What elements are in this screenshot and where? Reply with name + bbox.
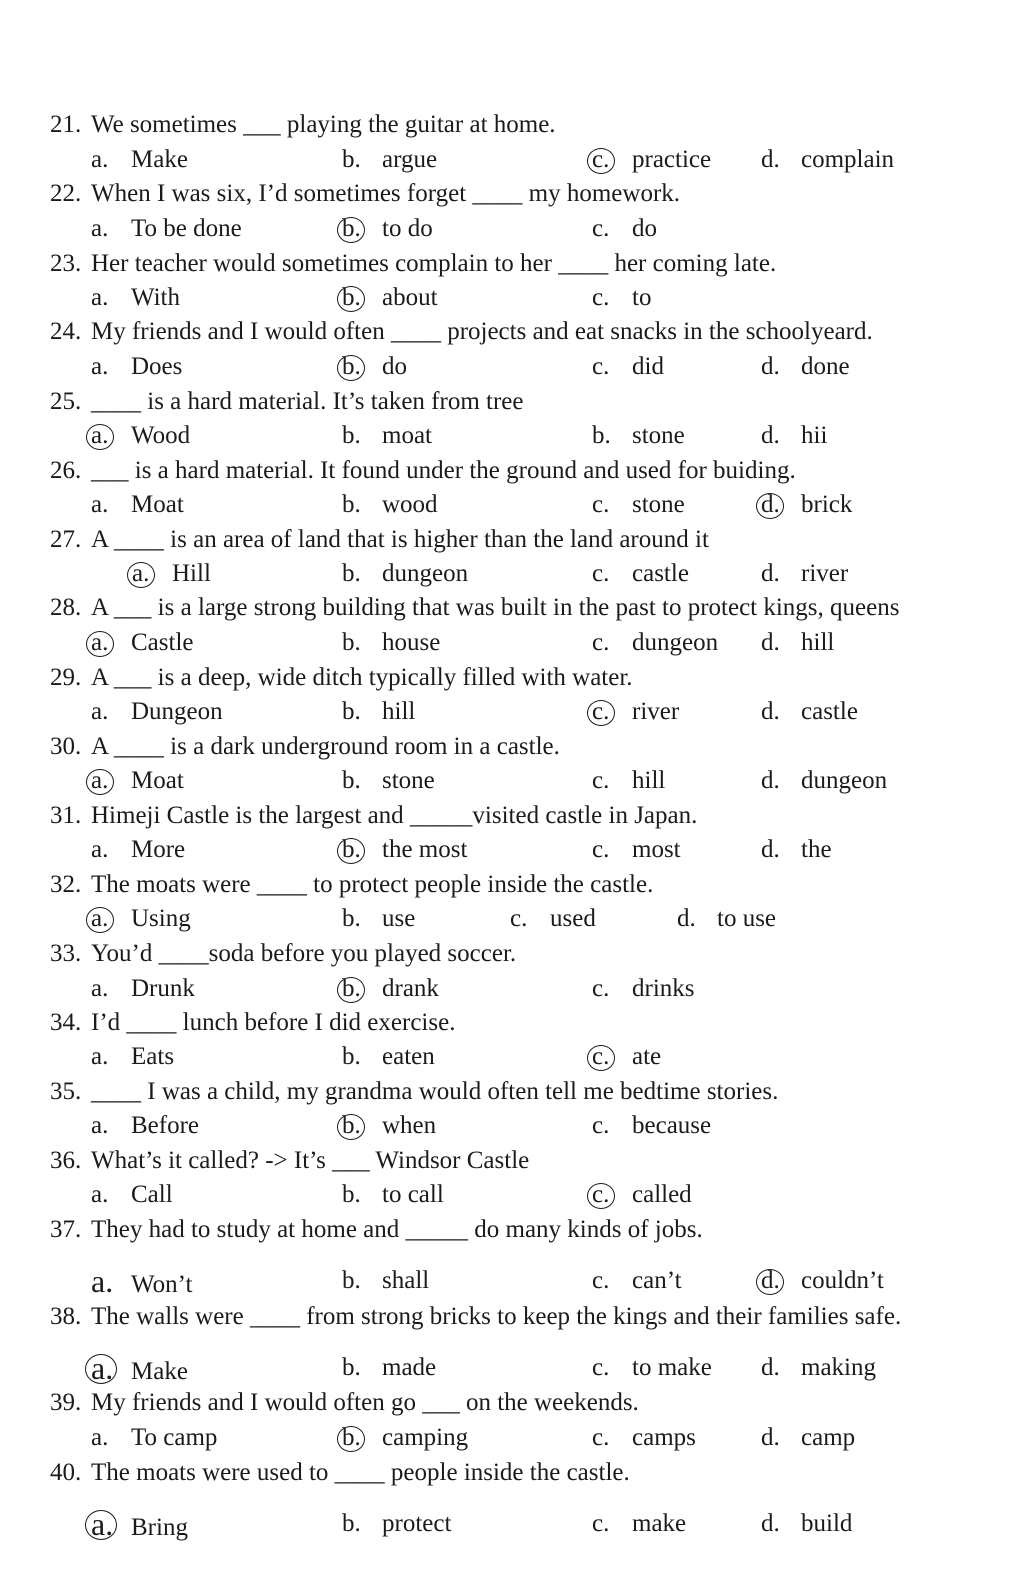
option-c[interactable]: c. can’t [592, 1267, 682, 1294]
option-c[interactable]: c. used [510, 905, 596, 932]
question-text: They had to study at home and _____ do many kinds of jobs. [91, 1216, 703, 1243]
question-number: 21. [50, 111, 82, 138]
option-b[interactable]: b. dungeon [342, 560, 469, 587]
question-25 [0, 385, 1024, 419]
question-number: 26. [50, 457, 82, 484]
question-text: A ___ is a large strong building that was built in the past to protect kings, queens [91, 594, 900, 621]
option-a[interactable]: a. Dungeon [91, 698, 223, 725]
question-number: 35. [50, 1078, 82, 1105]
option-b-circled[interactable]: b. camping [342, 1421, 468, 1455]
circled-answer-mark: b. [342, 833, 382, 867]
circled-answer-mark: c. [592, 695, 632, 729]
option-a-circled[interactable]: a. Castle [91, 626, 194, 660]
question-number: 37. [50, 1216, 82, 1243]
option-b[interactable]: b. house [342, 629, 441, 656]
question-38 [0, 1300, 1024, 1334]
option-c[interactable]: c. stone [592, 491, 685, 518]
options-39 [0, 1421, 1024, 1455]
circled-answer-mark: a. [91, 1507, 131, 1541]
option-b-circled[interactable]: b. the most [342, 833, 467, 867]
question-text: The moats were ____ to protect people inside the castle. [91, 871, 654, 898]
option-a[interactable]: a. Before [91, 1112, 200, 1139]
question-40 [0, 1456, 1024, 1490]
question-text: Himeji Castle is the largest and _____visited castle in Japan. [91, 802, 698, 829]
option-b[interactable]: b. to call [342, 1181, 444, 1208]
question-34 [0, 1006, 1024, 1040]
question-31 [0, 799, 1024, 833]
options-36 [0, 1178, 1024, 1212]
option-d[interactable]: d. the [761, 836, 832, 863]
question-text: When I was six, I’d sometimes forget ____ my homework. [91, 180, 681, 207]
question-28 [0, 591, 1024, 625]
circled-answer-mark: a. [91, 419, 131, 453]
option-a[interactable]: a. Does [91, 353, 183, 380]
option-d[interactable]: d. castle [761, 698, 858, 725]
option-d[interactable]: d. river [761, 560, 849, 587]
question-text: I’d ____ lunch before I did exercise. [91, 1009, 456, 1036]
option-d[interactable]: d. hii [761, 422, 828, 449]
question-27 [0, 523, 1024, 557]
options-22 [0, 212, 1024, 246]
option-a-circled[interactable]: a. Make [91, 1350, 188, 1386]
option-c[interactable]: c. hill [592, 767, 666, 794]
circled-answer-mark: a. [91, 1351, 131, 1385]
option-c-circled[interactable]: c. called [592, 1178, 692, 1212]
question-text: We sometimes ___ playing the guitar at home. [91, 111, 556, 138]
question-text: What’s it called? -> It’s ___ Windsor Castle [91, 1147, 530, 1174]
options-32 [0, 902, 1024, 936]
options-31 [0, 833, 1024, 867]
option-c[interactable]: c. dungeon [592, 629, 719, 656]
option-c[interactable]: c. to [592, 284, 652, 311]
option-a[interactable]: a. To camp [91, 1424, 218, 1451]
option-c[interactable]: c. do [592, 215, 657, 242]
option-a[interactable]: a. With [91, 284, 180, 311]
options-28 [0, 626, 1024, 660]
circled-answer-mark: c. [592, 1178, 632, 1212]
option-b[interactable]: b. hill [342, 698, 416, 725]
question-number: 29. [50, 664, 82, 691]
question-number: 32. [50, 871, 82, 898]
option-c[interactable]: c. because [592, 1112, 712, 1139]
option-d[interactable]: d. to use [677, 905, 777, 932]
option-d[interactable]: d. build [761, 1510, 853, 1537]
circled-answer-mark: b. [342, 350, 382, 384]
question-text: ____ I was a child, my grandma would often tell me bedtime stories. [91, 1078, 779, 1105]
option-c-circled[interactable]: c. river [592, 695, 679, 729]
question-text: You’d ____soda before you played soccer. [91, 940, 517, 967]
question-text: A ___ is a deep, wide ditch typically filled with water. [91, 664, 633, 691]
circled-answer-mark: d. [761, 1264, 801, 1298]
question-35 [0, 1075, 1024, 1109]
question-number: 34. [50, 1009, 82, 1036]
option-b-circled[interactable]: b. to do [342, 212, 433, 246]
question-number: 28. [50, 594, 82, 621]
option-b[interactable]: b. stone [342, 767, 435, 794]
question-30 [0, 730, 1024, 764]
question-36 [0, 1144, 1024, 1178]
option-a[interactable]: a. Moat [91, 491, 184, 518]
question-number: 40. [50, 1459, 82, 1486]
question-21 [0, 108, 1024, 142]
question-number: 30. [50, 733, 82, 760]
option-d[interactable]: d. camp [761, 1424, 856, 1451]
circled-answer-mark: a. [91, 626, 131, 660]
option-c[interactable]: c. camps [592, 1424, 696, 1451]
question-text: My friends and I would often go ___ on the weekends. [91, 1389, 639, 1416]
question-33 [0, 937, 1024, 971]
question-number: 33. [50, 940, 82, 967]
question-number: 27. [50, 526, 82, 553]
option-a[interactable]: a. Call [91, 1181, 173, 1208]
options-37 [0, 1264, 1024, 1298]
options-21 [0, 143, 1024, 177]
options-35 [0, 1109, 1024, 1143]
question-26 [0, 454, 1024, 488]
option-b[interactable]: b. protect [342, 1510, 452, 1537]
options-24 [0, 350, 1024, 384]
circled-answer-mark: b. [342, 212, 382, 246]
option-d-circled[interactable]: d. brick [761, 488, 852, 522]
option-c[interactable]: c. make [592, 1510, 687, 1537]
circled-answer-mark: c. [592, 143, 632, 177]
circled-answer-mark: b. [342, 1109, 382, 1143]
option-b[interactable]: b. shall [342, 1267, 430, 1294]
question-number: 24. [50, 318, 82, 345]
question-32 [0, 868, 1024, 902]
question-39 [0, 1386, 1024, 1420]
question-text: ____ is a hard material. It’s taken from tree [91, 388, 524, 415]
option-c[interactable]: b. stone [592, 422, 685, 449]
option-b[interactable]: b. use [342, 905, 416, 932]
circled-answer-mark: a. [132, 557, 172, 591]
option-c[interactable]: c. did [592, 353, 664, 380]
option-a-circled[interactable]: a. Hill [132, 557, 211, 591]
options-23 [0, 281, 1024, 315]
option-c[interactable]: c. most [592, 836, 681, 863]
option-c-circled[interactable]: c. ate [592, 1040, 661, 1074]
question-text: Her teacher would sometimes complain to her ____ her coming late. [91, 250, 777, 277]
option-a-circled[interactable]: a. Moat [91, 764, 184, 798]
options-34 [0, 1040, 1024, 1074]
option-c[interactable]: c. castle [592, 560, 689, 587]
options-30 [0, 764, 1024, 798]
option-a[interactable]: a. To be done [91, 215, 242, 242]
option-d[interactable]: d. hill [761, 629, 835, 656]
options-40 [0, 1507, 1024, 1541]
circled-answer-mark: b. [342, 1421, 382, 1455]
question-number: 23. [50, 250, 82, 277]
option-b-circled[interactable]: b. when [342, 1109, 436, 1143]
option-a-circled[interactable]: a. Bring [91, 1506, 188, 1542]
question-number: 31. [50, 802, 82, 829]
question-23 [0, 247, 1024, 281]
option-d[interactable]: d. complain [761, 146, 895, 173]
circled-answer-mark: b. [342, 281, 382, 315]
options-29 [0, 695, 1024, 729]
option-a[interactable]: a. Eats [91, 1043, 175, 1070]
question-text: The moats were used to ____ people inside the castle. [91, 1459, 630, 1486]
options-33 [0, 972, 1024, 1006]
question-text: My friends and I would often ____ projects and eat snacks in the schoolyeard. [91, 318, 873, 345]
options-26 [0, 488, 1024, 522]
question-text: The walls were ____ from strong bricks to keep the kings and their families safe. [91, 1303, 902, 1330]
option-a-circled[interactable]: a. Using [91, 902, 191, 936]
option-a[interactable]: a. More [91, 836, 186, 863]
options-27 [0, 557, 1024, 591]
option-c[interactable]: c. drinks [592, 975, 695, 1002]
question-29 [0, 661, 1024, 695]
question-24 [0, 315, 1024, 349]
question-number: 25. [50, 388, 82, 415]
option-b[interactable]: b. eaten [342, 1043, 435, 1070]
option-b[interactable]: b. moat [342, 422, 432, 449]
option-b[interactable]: b. made [342, 1354, 437, 1381]
option-c[interactable]: c. to make [592, 1354, 712, 1381]
option-d[interactable]: d. done [761, 353, 850, 380]
option-d[interactable]: d. dungeon [761, 767, 888, 794]
circled-answer-mark: c. [592, 1040, 632, 1074]
option-c-circled[interactable]: c. practice [592, 143, 711, 177]
question-22 [0, 177, 1024, 211]
circled-answer-mark: a. [91, 764, 131, 798]
options-38 [0, 1351, 1024, 1385]
circled-answer-mark: b. [342, 972, 382, 1006]
question-text: A ____ is a dark underground room in a castle. [91, 733, 560, 760]
option-a[interactable]: a. Drunk [91, 975, 195, 1002]
options-25 [0, 419, 1024, 453]
option-a[interactable]: a. Make [91, 146, 188, 173]
question-number: 22. [50, 180, 82, 207]
option-b[interactable]: b. argue [342, 146, 438, 173]
question-37 [0, 1213, 1024, 1247]
option-b-circled[interactable]: b. do [342, 350, 407, 384]
question-text: A ____ is an area of land that is higher than the land around it [91, 526, 709, 553]
question-number: 36. [50, 1147, 82, 1174]
option-a[interactable]: a. Won’t [91, 1263, 193, 1299]
question-number: 39. [50, 1389, 82, 1416]
option-d-circled[interactable]: d. couldn’t [761, 1264, 884, 1298]
option-d[interactable]: d. making [761, 1354, 876, 1381]
circled-answer-mark: d. [761, 488, 801, 522]
question-number: 38. [50, 1303, 82, 1330]
circled-answer-mark: a. [91, 902, 131, 936]
option-a-circled[interactable]: a. Wood [91, 419, 190, 453]
option-b[interactable]: b. wood [342, 491, 438, 518]
option-b-circled[interactable]: b. about [342, 281, 438, 315]
option-b-circled[interactable]: b. drank [342, 972, 439, 1006]
question-text: ___ is a hard material. It found under the ground and used for buiding. [91, 457, 796, 484]
